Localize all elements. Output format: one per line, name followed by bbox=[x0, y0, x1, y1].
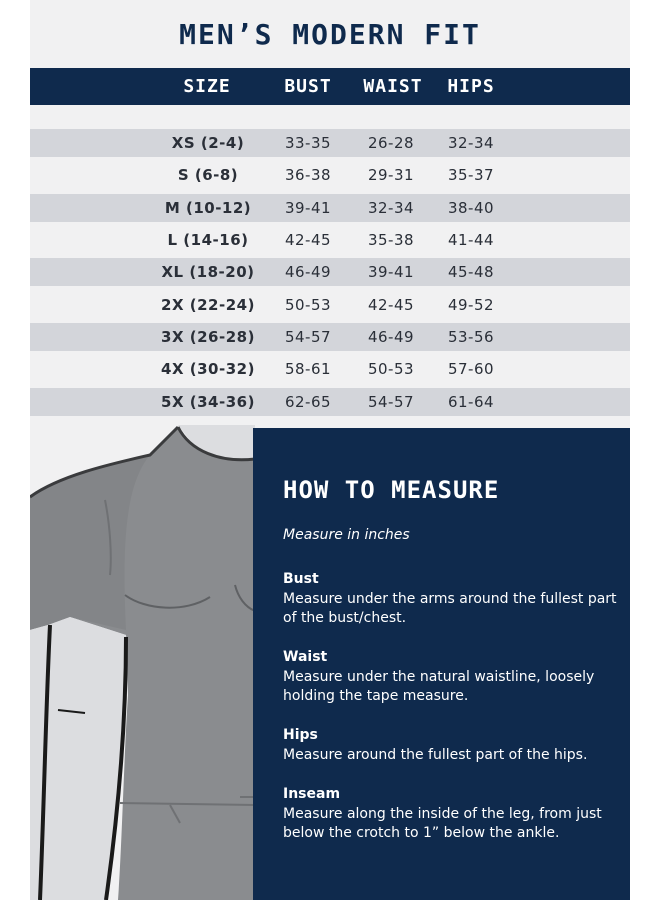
cell-bust: 33-35 bbox=[284, 134, 332, 152]
table-row bbox=[30, 226, 630, 254]
cell-waist: 54-57 bbox=[367, 393, 415, 411]
cell-bust: 62-65 bbox=[284, 393, 332, 411]
cell-size: XL (18-20) bbox=[161, 263, 255, 281]
header-hips: HIPS bbox=[447, 76, 495, 97]
table-row bbox=[30, 355, 630, 383]
cell-bust: 54-57 bbox=[284, 328, 332, 346]
section-text: Measure around the fullest part of the hips. bbox=[283, 746, 588, 763]
table-row bbox=[30, 291, 630, 319]
header-size: SIZE bbox=[183, 76, 231, 97]
cell-waist: 29-31 bbox=[367, 166, 415, 184]
cell-size: XS (2-4) bbox=[171, 134, 245, 152]
cell-hips: 41-44 bbox=[447, 231, 495, 249]
cell-hips: 49-52 bbox=[447, 296, 495, 314]
cell-hips: 57-60 bbox=[447, 360, 495, 378]
cell-waist: 46-49 bbox=[367, 328, 415, 346]
section-text: Measure under the natural waistline, loosely holding the tape measure. bbox=[283, 668, 595, 704]
header-waist: WAIST bbox=[363, 76, 423, 97]
cell-size: 2X (22-24) bbox=[161, 296, 255, 314]
section-heading: Waist bbox=[283, 649, 328, 665]
measure-section-hips bbox=[283, 726, 618, 765]
section-heading: Bust bbox=[283, 571, 319, 587]
cell-hips: 35-37 bbox=[447, 166, 495, 184]
cell-waist: 32-34 bbox=[367, 199, 415, 217]
cell-waist: 39-41 bbox=[367, 263, 415, 281]
table-header bbox=[30, 68, 630, 105]
section-heading: Inseam bbox=[283, 786, 341, 802]
torso-figure-svg bbox=[30, 425, 255, 900]
measure-subtitle: Measure in inches bbox=[283, 527, 410, 543]
cell-size: 4X (30-32) bbox=[161, 360, 255, 378]
table-row bbox=[30, 129, 630, 157]
cell-size: S (6-8) bbox=[177, 166, 239, 184]
table-row bbox=[30, 194, 630, 222]
section-heading: Hips bbox=[283, 727, 318, 743]
page-title: MEN’S MODERN FIT bbox=[179, 17, 481, 51]
cell-hips: 32-34 bbox=[447, 134, 495, 152]
cell-size: 5X (34-36) bbox=[161, 393, 255, 411]
torso-illustration bbox=[30, 425, 255, 900]
measure-section-bust bbox=[283, 570, 618, 629]
cell-hips: 61-64 bbox=[447, 393, 495, 411]
cell-waist: 26-28 bbox=[367, 134, 415, 152]
measure-title: HOW TO MEASURE bbox=[283, 476, 500, 504]
cell-bust: 42-45 bbox=[284, 231, 332, 249]
cell-size: M (10-12) bbox=[164, 199, 252, 217]
measure-section-waist bbox=[283, 648, 618, 707]
cell-size: 3X (26-28) bbox=[161, 328, 255, 346]
table-row bbox=[30, 258, 630, 286]
cell-bust: 46-49 bbox=[284, 263, 332, 281]
cell-size: L (14-16) bbox=[167, 231, 249, 249]
how-to-measure-panel bbox=[253, 428, 630, 900]
section-text: Measure along the inside of the leg, from just below the crotch to 1” below the ankle. bbox=[283, 805, 602, 841]
table-row bbox=[30, 161, 630, 189]
cell-hips: 38-40 bbox=[447, 199, 495, 217]
cell-bust: 58-61 bbox=[284, 360, 332, 378]
cell-bust: 50-53 bbox=[284, 296, 332, 314]
cell-waist: 42-45 bbox=[367, 296, 415, 314]
table-row bbox=[30, 323, 630, 351]
section-text: Measure under the arms around the fullest part of the bust/chest. bbox=[283, 590, 617, 626]
cell-waist: 35-38 bbox=[367, 231, 415, 249]
table-row bbox=[30, 388, 630, 416]
cell-hips: 53-56 bbox=[447, 328, 495, 346]
cell-bust: 36-38 bbox=[284, 166, 332, 184]
cell-waist: 50-53 bbox=[367, 360, 415, 378]
cell-hips: 45-48 bbox=[447, 263, 495, 281]
cell-bust: 39-41 bbox=[284, 199, 332, 217]
measure-section-inseam bbox=[283, 785, 618, 844]
header-bust: BUST bbox=[284, 76, 332, 97]
